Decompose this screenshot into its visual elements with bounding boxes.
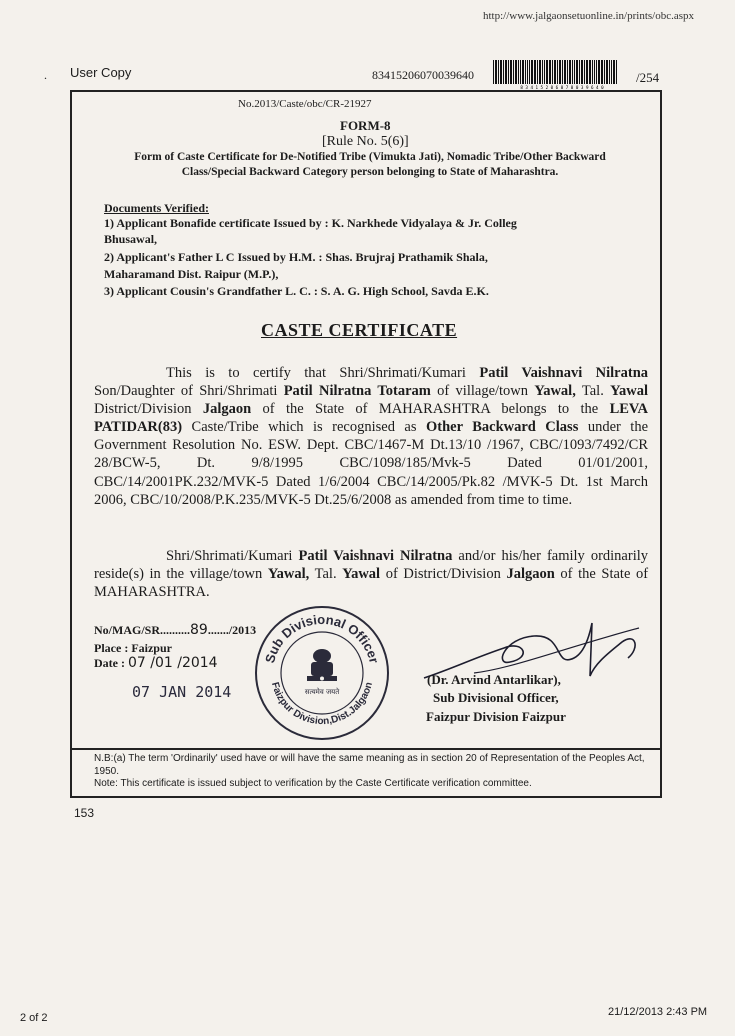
emblem-icon <box>307 649 337 681</box>
svg-text:8 3 4 1 5 2 0 6 0 7 0 0 3 9 6: 8 3 4 1 5 2 0 6 0 7 0 0 3 9 6 4 0 <box>520 85 604 90</box>
caste-name: LEVA PATIDAR(83) <box>94 401 648 436</box>
barcode-image <box>492 60 632 90</box>
father-name: Patil Nilratna Totaram <box>283 383 431 400</box>
user-copy-label: User Copy <box>70 65 132 80</box>
officer-name: (Dr. Arvind Antarlikar), <box>427 672 561 687</box>
place-line: Place : Faizpur <box>94 641 172 655</box>
notes-divider <box>72 748 660 750</box>
officer-division: Faizpur Division Faizpur <box>426 709 566 724</box>
note-ordinarily: N.B:(a) The term 'Ordinarily' used have or will have the same meaning as in section 20 of Representation of the Peoples Act, <box>94 753 645 764</box>
svg-text:Faizpur Division,Dist.Jalgaon: Faizpur Division,Dist.Jalgaon <box>269 681 375 728</box>
barcode-number: 83415206070039640 <box>372 68 474 82</box>
certificate-paragraph-1: This is to certify that Shri/Shrimati/Kumari Patil Vaishnavi Nilratna Son/Daughter of Shri/Shrimati Patil Nilratna Totaram of village/town Yawal, Tal. Yawal District/Division Jalgaon of the State of MAHARASHTRA belongs to the LEVA PATIDAR(83) Caste/Tribe which is recognised as Other Backward Class under the Government Resolution No. ESW. Dept. CBC/1467-M Dt.13/10 /1967, CBC/1093/7492/CR 28/BCW-5, Dt. 9/8/1995 CBC/1098/185/Mvk-5 Dated 01/01/2001, CBC/14/2001PK.232/MVK-5 Dated 1/6/2004 CBC/14/2005/Pk.82 /MVK-5 Dt. 1st March 2006, CBC/10/2008/P.K.235/MVK-5 Dt.25/6/2008 as amended from time to time. <box>94 365 649 508</box>
serial-footer: 153 <box>74 806 95 820</box>
form-title-line1: Form of Caste Certificate for De-Notified Tribe (Vimukta Jati), Nomadic Tribe/Other Backward <box>134 151 606 163</box>
document-2: 2) Applicant's Father L C Issued by H.M. : Shas. Brujraj Prathamik Shala, <box>104 250 488 264</box>
rule-number: [Rule No. 5(6)] <box>322 134 409 149</box>
reference-number: No.2013/Caste/obc/CR-21927 <box>238 98 372 110</box>
note-verification: Note: This certificate is issued subject to verification by the Caste Certificate verification committee. <box>94 778 532 789</box>
serial-number-line: No/MAG/SR..........89......./2013 <box>94 622 257 638</box>
svg-text:Sub Divisional Officer: Sub Divisional Officer <box>262 611 382 665</box>
document-1: 1) Applicant Bonafide certificate Issued by : K. Narkhede Vidyalaya & Jr. Colleg <box>104 216 517 230</box>
documents-heading: Documents Verified: <box>104 201 209 215</box>
certificate-paragraph-2: Shri/Shrimati/Kumari Patil Vaishnavi Nilratna and/or his/her family ordinarily reside(s) in the village/town Yawal, Tal. Yawal of District/Division Jalgaon of the State of MAHARASHTRA. <box>94 548 649 601</box>
printed-timestamp: 21/12/2013 2:43 PM <box>608 1006 708 1018</box>
date-line: Date : 07 /01 /2014 <box>94 655 218 671</box>
category-name: Other Backward Class <box>425 419 579 436</box>
note-ordinarily-year: 1950. <box>94 766 120 777</box>
svg-text:सत्यमेव जयते: सत्यमेव जयते <box>304 688 340 696</box>
date-stamp: 07 JAN 2014 <box>132 683 232 701</box>
page-counter: 2 of 2 <box>20 1012 48 1024</box>
page-reference: /254 <box>636 70 660 85</box>
document-3: 3) Applicant Cousin's Grandfather L. C. : S. A. G. High School, Savda E.K. <box>104 284 489 298</box>
form-title-line2: Class/Special Backward Category person belonging to State of Maharashtra. <box>181 166 559 178</box>
officer-designation: Sub Divisional Officer, <box>433 690 559 705</box>
print-url: http://www.jalgaonsetuonline.in/prints/obc.aspx <box>483 10 695 22</box>
document-2-cont: Maharamand Dist. Raipur (M.P.), <box>104 267 279 281</box>
certificate-title: CASTE CERTIFICATE <box>261 320 458 340</box>
applicant-name: Patil Vaishnavi Nilratna <box>479 365 649 381</box>
document-1-cont: Bhusawal, <box>104 232 158 246</box>
official-seal <box>253 604 391 742</box>
form-number: FORM-8 <box>340 118 391 133</box>
